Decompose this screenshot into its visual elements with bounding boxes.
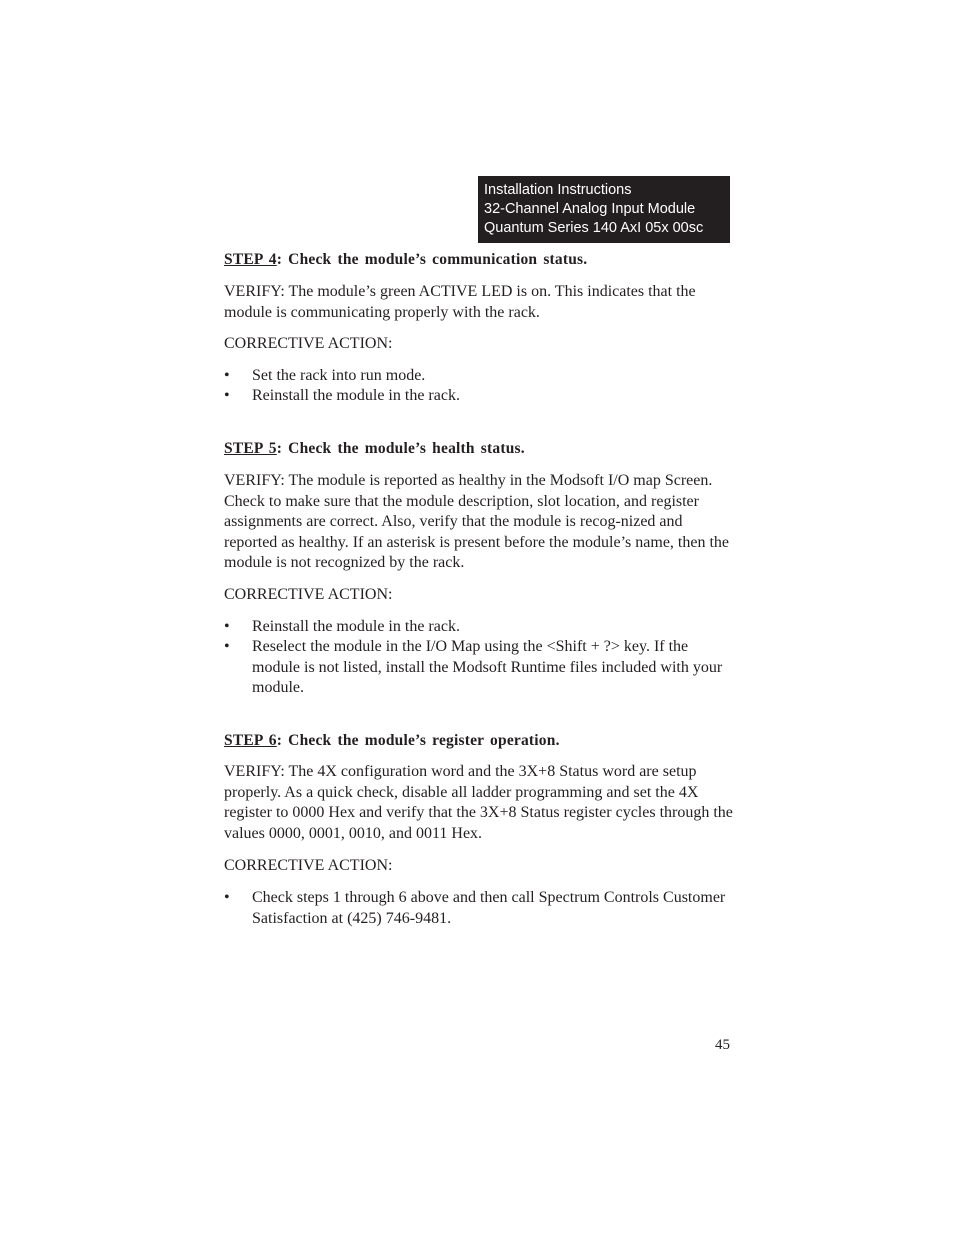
step5-heading [224,440,525,458]
step5-bullet-text: Reinstall the module in the rack. [252,618,460,635]
bullet-icon: • [224,889,230,906]
header-module-name: 32-Channel Analog Input Module [484,201,696,217]
step4-corrective-heading: CORRECTIVE ACTION: [224,335,393,352]
step4-title: : Check the module’s communication status. [276,251,588,268]
step6-verify-text: VERIFY: The 4X configuration word and the 3X+8 Status word are setup properly. As a quick check, disable all ladder programming and set the 4X register to 0000 Hex and verify that the 3X+8 Status register cycles through the values 0000, 0001, 0010, and 0011 Hex. [224,763,733,842]
step5-bullet-text: Reselect the module in the I/O Map using the <Shift + ?> key. If the module is not listed, install the Modsoft Runtime files included with your module. [252,638,723,696]
bullet-icon: • [224,638,230,655]
header-title: Installation Instructions [484,182,632,198]
step6-title: : Check the module’s register operation. [276,732,560,749]
step5-label: STEP 5 [224,440,277,457]
header-series: Quantum Series 140 AxI 05x 00sc [484,220,704,236]
step6-corrective-heading: CORRECTIVE ACTION: [224,857,393,874]
step4-bullet-text: Set the rack into run mode. [252,367,426,384]
step6-bullet-text: Check steps 1 through 6 above and then call Spectrum Controls Customer Satisfaction at (425) 746-9481. [252,889,726,927]
page-number: 45 [715,1037,730,1053]
step4-bullet-text: Reinstall the module in the rack. [252,387,460,404]
step6-heading [224,732,560,750]
document-header-box [478,176,730,243]
step6-label: STEP 6 [224,732,277,749]
bullet-icon: • [224,387,230,404]
step4-heading [224,251,587,269]
bullet-icon: • [224,367,230,384]
step4-label: STEP 4 [224,251,277,268]
bullet-icon: • [224,618,230,635]
step5-verify-text: VERIFY: The module is reported as healthy in the Modsoft I/O map Screen. Check to make sure that the module description, slot location, and register assignments are correct. Also, verify that the module is recog-nized and reported as healthy. If an asterisk is present before the module’s name, then the module is not recognized by the rack. [224,472,730,571]
step5-title: : Check the module’s health status. [276,440,525,457]
step5-corrective-heading: CORRECTIVE ACTION: [224,586,393,603]
step4-verify-text: VERIFY: The module’s green ACTIVE LED is on. This indicates that the module is communicating properly with the rack. [224,283,696,321]
